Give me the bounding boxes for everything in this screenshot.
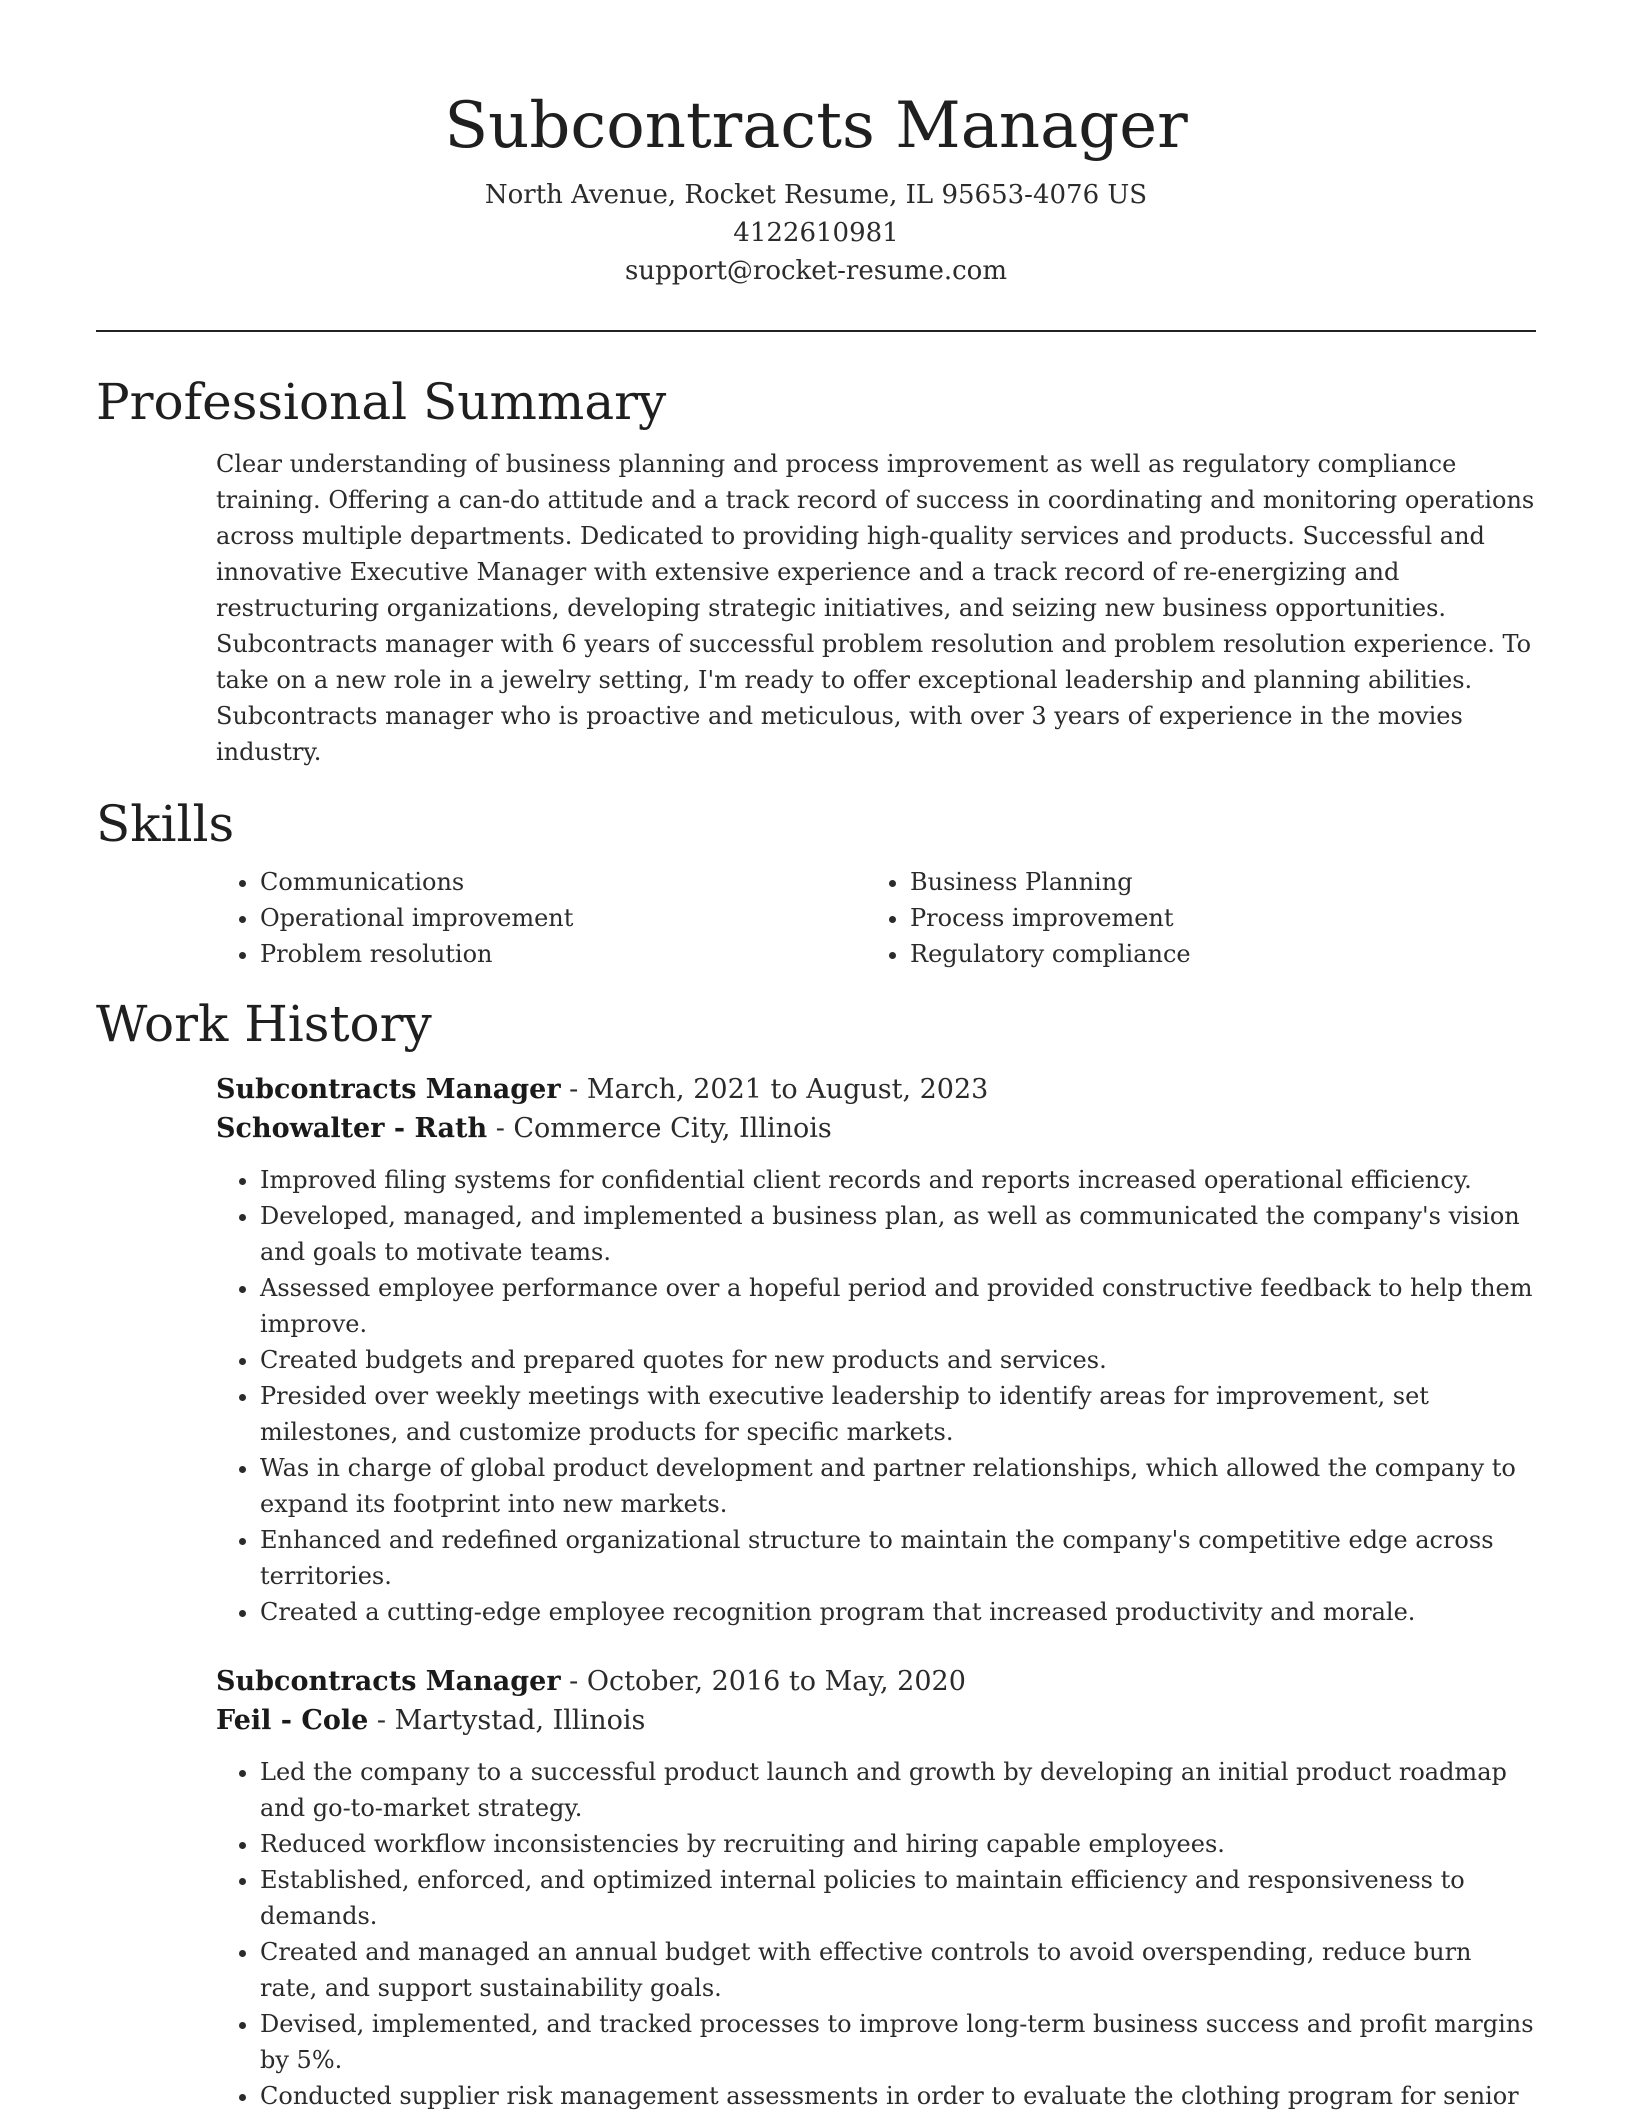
job-bullet: • Enhanced and redefined organizational structure to maintain the company's competitive edge across territories. — [260, 1522, 1536, 1594]
job-role: Subcontracts Manager — [216, 1666, 561, 1697]
header-divider — [96, 330, 1536, 332]
work-history-section — [216, 1070, 1536, 2114]
contact-info — [96, 176, 1536, 290]
skill-item: • Problem resolution — [260, 936, 866, 972]
job-bullet: • Was in charge of global product development and partner relationships, which allowed the company to expand its footprint into new markets. — [260, 1450, 1536, 1522]
skills-list-left — [216, 864, 866, 972]
job-bullet: • Created a cutting-edge employee recognition program that increased productivity and morale. — [260, 1594, 1536, 1630]
summary-heading: Professional Summary — [96, 373, 667, 431]
job-company: Schowalter - Rath — [216, 1113, 488, 1144]
job-bullet: • Improved filing systems for confidential client records and reports increased operational efficiency. — [260, 1162, 1536, 1198]
job-bullet: • Created budgets and prepared quotes for new products and services. — [260, 1342, 1536, 1378]
resume-page — [96, 0, 1536, 2114]
job-title-line — [216, 1662, 1536, 1701]
job-bullet: • Developed, managed, and implemented a business plan, as well as communicated the company's vision and goals to motivate teams. — [260, 1198, 1536, 1270]
skill-item: • Communications — [260, 864, 866, 900]
job-entry — [216, 1662, 1536, 2114]
candidate-name: Subcontracts Manager — [444, 89, 1188, 163]
job-dates: - March, 2021 to August, 2023 — [560, 1074, 989, 1105]
job-company: Feil - Cole — [216, 1705, 369, 1736]
job-bullet: • Led the company to a successful product launch and growth by developing an initial product roadmap and go-to-market strategy. — [260, 1754, 1536, 1826]
job-title-line — [216, 1070, 1536, 1109]
job-entry — [216, 1070, 1536, 1630]
address-line: North Avenue, Rocket Resume, IL 95653-4076 US — [484, 180, 1148, 210]
job-company-line — [216, 1109, 1536, 1148]
job-bullet: • Reduced workflow inconsistencies by recruiting and hiring capable employees. — [260, 1826, 1536, 1862]
phone-line: 4122610981 — [733, 218, 899, 248]
job-bullet-list — [216, 1162, 1536, 1630]
job-bullet: • Conducted supplier risk management assessments in order to evaluate the clothing program for senior — [260, 2078, 1536, 2114]
skills-grid — [216, 864, 1536, 972]
work-history-heading: Work History — [96, 995, 432, 1053]
job-bullet: • Established, enforced, and optimized internal policies to maintain efficiency and responsiveness to demands. — [260, 1862, 1536, 1934]
job-bullet: • Created and managed an annual budget with effective controls to avoid overspending, reduce burn rate, and support sustainability goals. — [260, 1934, 1536, 2006]
skills-section — [216, 864, 1536, 972]
job-bullet: • Assessed employee performance over a hopeful period and provided constructive feedback to help them improve. — [260, 1270, 1536, 1342]
skills-list-right — [866, 864, 1516, 972]
summary-section — [216, 446, 1536, 770]
resume-header — [96, 0, 1536, 290]
skill-item: • Process improvement — [910, 900, 1516, 936]
job-location: - Commerce City, Illinois — [487, 1113, 832, 1144]
job-dates: - October, 2016 to May, 2020 — [560, 1666, 966, 1697]
skill-item: • Regulatory compliance — [910, 936, 1516, 972]
job-bullet-list — [216, 1754, 1536, 2114]
job-location: - Martystad, Illinois — [368, 1705, 646, 1736]
email-line: support@rocket-resume.com — [624, 256, 1007, 286]
job-bullet: • Presided over weekly meetings with executive leadership to identify areas for improvement, set milestones, and customize products for specific markets. — [260, 1378, 1536, 1450]
skill-item: • Business Planning — [910, 864, 1516, 900]
summary-text: Clear understanding of business planning and process improvement as well as regulatory compliance training. Offering a can-do attitude and a track record of success in coordinating and monitoring operations across multiple departments. Dedicated to providing high-quality services and products. Successful and innovative Executive Manager with extensive experience and a track record of re-energizing and restructuring organizations, developing strategic initiatives, and seizing new business opportunities. Subcontracts manager with 6 years of successful problem resolution and problem resolution experience. To take on a new role in a jewelry setting, I'm ready to offer exceptional leadership and planning abilities. Subcontracts manager who is proactive and meticulous, with over 3 years of experience in the movies industry. — [216, 450, 1535, 766]
skill-item: • Operational improvement — [260, 900, 866, 936]
job-bullet: • Devised, implemented, and tracked processes to improve long-term business success and profit margins by 5%. — [260, 2006, 1536, 2078]
skills-heading: Skills — [96, 795, 235, 853]
job-company-line — [216, 1701, 1536, 1740]
job-role: Subcontracts Manager — [216, 1074, 561, 1105]
